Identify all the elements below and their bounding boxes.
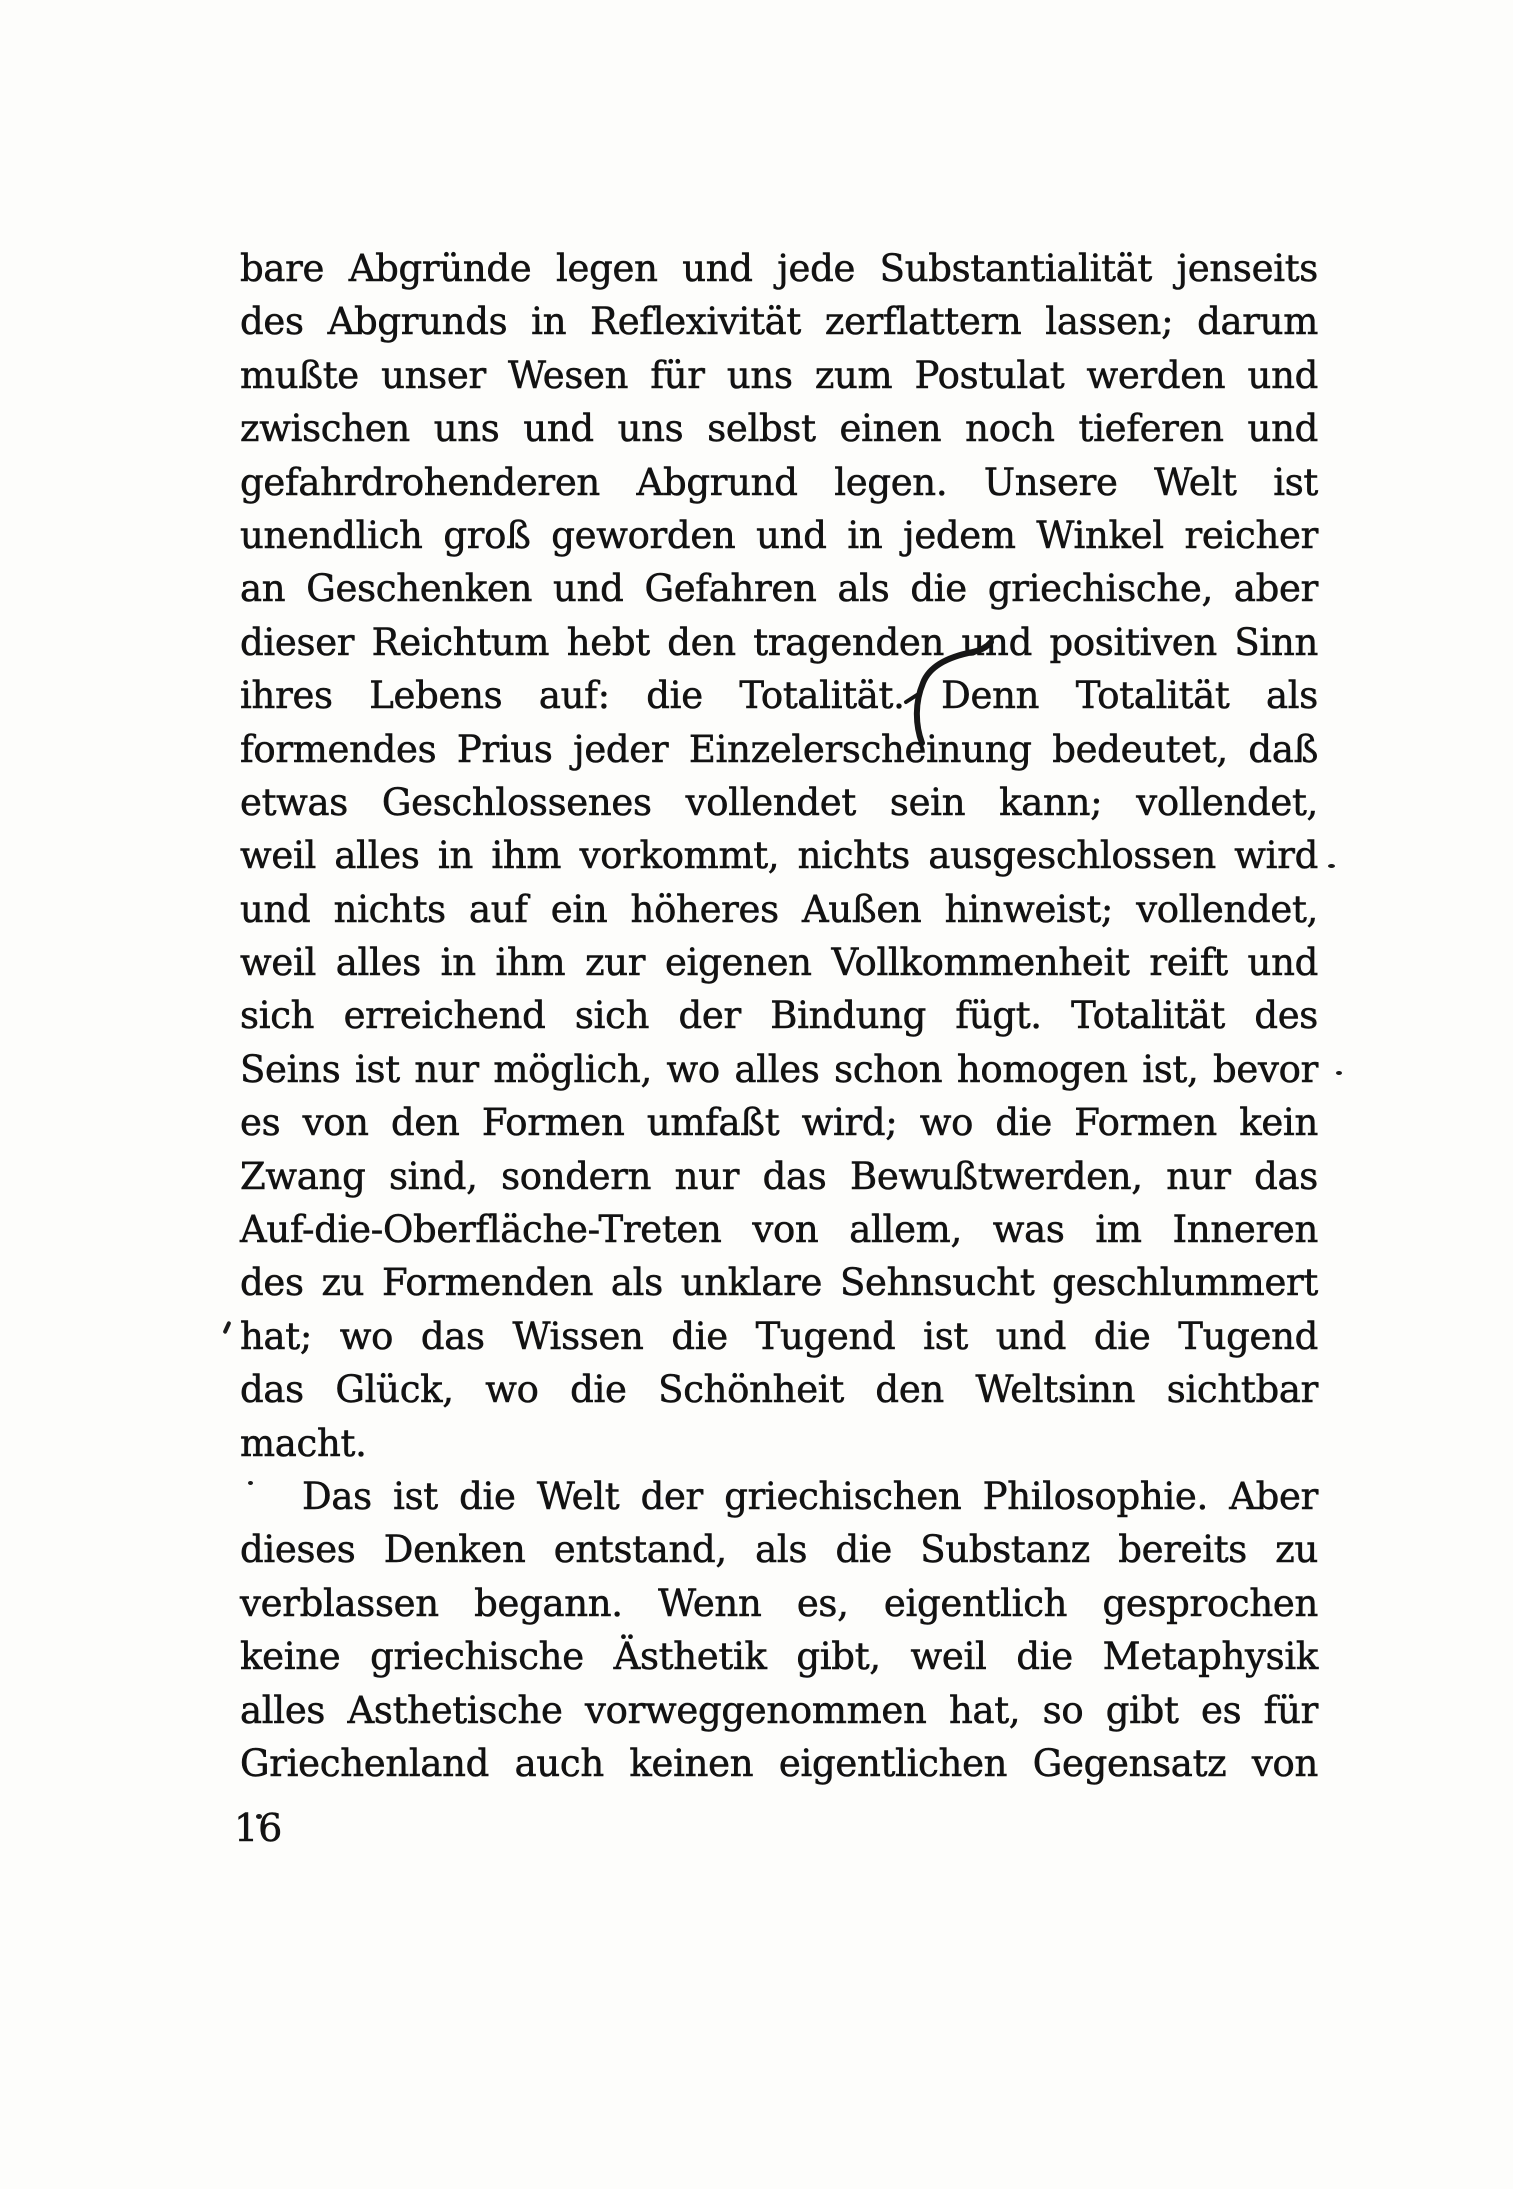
text-line: mußte unser Wesen für uns zum Postulat werden und <box>240 353 1318 397</box>
ink-speck <box>223 1321 232 1335</box>
text-line: weil alles in ihm zur eigenen Vollkommenheit reift und <box>240 941 1318 985</box>
ink-speck <box>1336 1071 1342 1075</box>
text-line: Seins ist nur möglich, wo alles schon homogen ist, bevor <box>240 1047 1318 1091</box>
text-line: Griechenland auch keinen eigentlichen Gegensatz von <box>240 1741 1318 1785</box>
text-line: zwischen uns und uns selbst einen noch tieferen und <box>240 407 1318 451</box>
text-line: des Abgrunds in Reflexivität zerflattern lassen; darum <box>240 300 1318 344</box>
text-line: ihres Lebens auf: die Totalität. Denn Totalität als <box>240 674 1318 718</box>
text-line: verblassen begann. Wenn es, eigentlich gesprochen <box>240 1581 1318 1625</box>
text-line: dieser Reichtum hebt den tragenden und positiven Sinn <box>240 620 1318 664</box>
ink-speck <box>1328 864 1335 868</box>
text-line: es von den Formen umfaßt wird; wo die Formen kein <box>240 1101 1318 1145</box>
text-line: das Glück, wo die Schönheit den Weltsinn sichtbar <box>240 1368 1318 1412</box>
text-line: gefahrdrohenderen Abgrund legen. Unsere Welt ist <box>240 460 1318 504</box>
text-line: Das ist die Welt der griechischen Philosophie. Aber <box>302 1474 1318 1518</box>
text-block <box>240 242 1318 1790</box>
text-line: formendes Prius jeder Einzelerscheinung bedeutet, daß <box>240 727 1318 771</box>
text-line: bare Abgründe legen und jede Substantialität jenseits <box>240 247 1318 290</box>
ink-speck <box>248 1481 253 1485</box>
text-line: an Geschenken und Gefahren als die griechische, aber <box>240 567 1318 611</box>
text-line: und nichts auf ein höheres Außen hinweist; vollendet, <box>240 887 1318 931</box>
text-line: Zwang sind, sondern nur das Bewußtwerden, nur das <box>240 1154 1318 1198</box>
text-line: unendlich groß geworden und in jedem Winkel reicher <box>240 513 1318 557</box>
text-line: des zu Formenden als unklare Sehnsucht geschlummert <box>240 1261 1318 1305</box>
text-line: Auf-die-Oberfläche-Treten von allem, was im Inneren <box>240 1208 1318 1252</box>
text-line: sich erreichend sich der Bindung fügt. Totalität des <box>240 994 1318 1038</box>
text-line: etwas Geschlossenes vollendet sein kann; vollendet, <box>240 780 1318 824</box>
text-line: weil alles in ihm vorkommt, nichts ausgeschlossen wird <box>240 834 1318 878</box>
text-line: macht. <box>240 1421 367 1465</box>
text-line: keine griechische Ästhetik gibt, weil die Metaphysik <box>240 1635 1318 1679</box>
text-line: hat; wo das Wissen die Tugend ist und die Tugend <box>240 1314 1318 1358</box>
text-line: alles Asthetische vorweggenommen hat, so gibt es für <box>240 1688 1318 1732</box>
text-line: dieses Denken entstand, als die Substanz bereits zu <box>240 1528 1318 1572</box>
page-number: 16 <box>234 1806 283 1850</box>
